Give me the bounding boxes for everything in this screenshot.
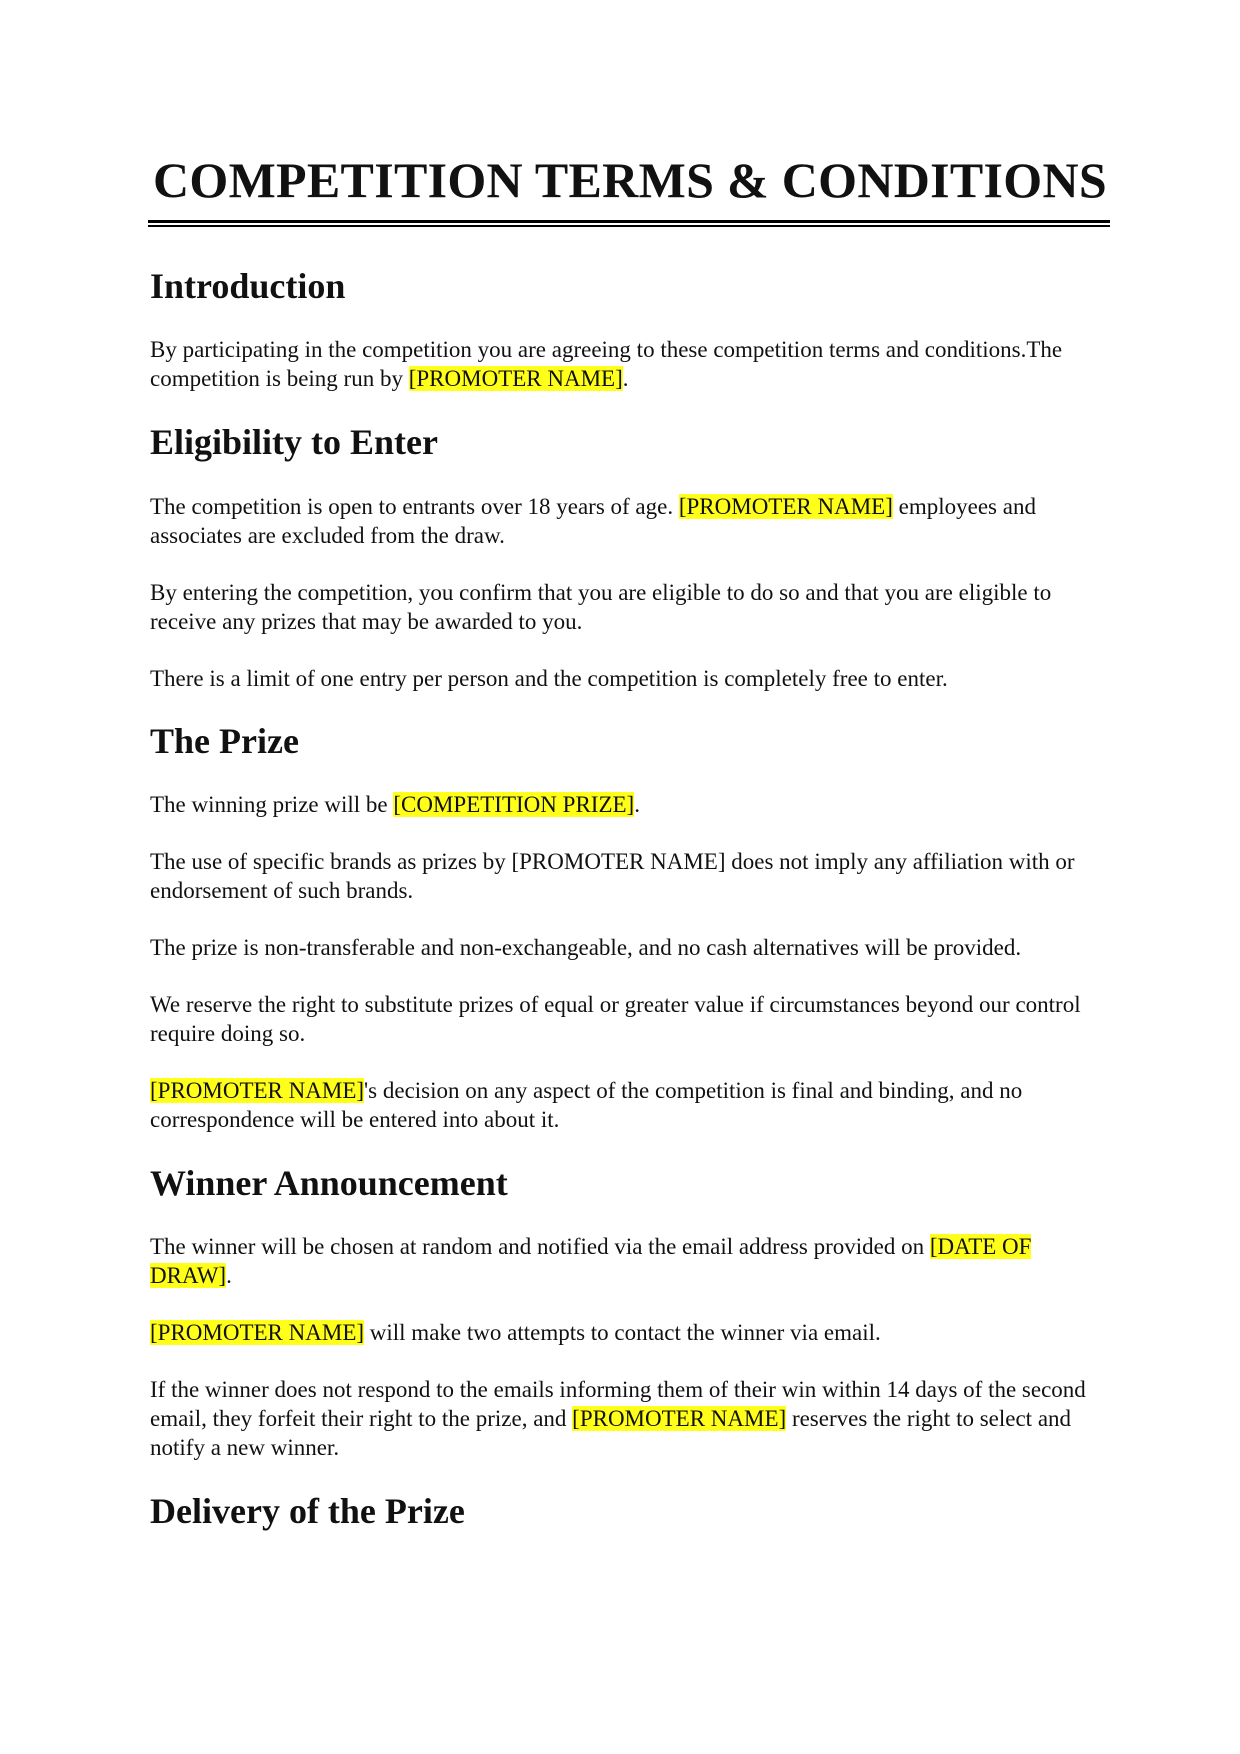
heading-winner-announcement: Winner Announcement bbox=[150, 1163, 508, 1203]
introduction-paragraph bbox=[150, 335, 1110, 393]
placeholder-promoter-name: [PROMOTER NAME] bbox=[150, 1320, 365, 1345]
text-segment: If the winner does not respond to the emails informing them of their win within 14 days of the second email, they forfeit their right to the prize, and bbox=[150, 1377, 1086, 1431]
text-segment: The winner will be chosen at random and notified via the email address provided on bbox=[150, 1234, 930, 1259]
placeholder-promoter-name: [PROMOTER NAME] bbox=[678, 494, 893, 519]
text-segment: . bbox=[622, 366, 629, 391]
text-segment: By participating in the competition you are agreeing to these competition terms and conditions.The competition is being run by bbox=[150, 337, 1063, 391]
prize-paragraph-5 bbox=[150, 1076, 1110, 1134]
text-segment: The competition is open to entrants over 18 years of age. bbox=[150, 494, 679, 519]
text-segment: The winning prize will be bbox=[150, 792, 394, 817]
text-segment: . bbox=[226, 1263, 232, 1288]
placeholder-date-of-draw: [DATE OF DRAW] bbox=[150, 1234, 1032, 1288]
placeholder-promoter-name: [PROMOTER NAME] bbox=[572, 1406, 787, 1431]
eligibility-paragraph-3: There is a limit of one entry per person and the competition is completely free to enter. bbox=[150, 666, 948, 691]
eligibility-paragraph-2: By entering the competition, you confirm that you are eligible to do so and that you are eligible to receive any prizes that may be awarded to you. bbox=[150, 580, 1052, 634]
heading-introduction: Introduction bbox=[150, 266, 346, 306]
text-segment: . bbox=[634, 792, 640, 817]
winner-paragraph-1 bbox=[150, 1232, 1110, 1290]
text-segment: employees and associates are excluded from the draw. bbox=[150, 494, 1036, 548]
heading-delivery: Delivery of the Prize bbox=[150, 1491, 465, 1531]
winner-paragraph-3 bbox=[150, 1375, 1110, 1462]
prize-paragraph-4: We reserve the right to substitute prizes of equal or greater value if circumstances beyond our control require doing so. bbox=[150, 992, 1081, 1046]
prize-paragraph-1 bbox=[150, 790, 1110, 819]
prize-paragraph-2: The use of specific brands as prizes by [PROMOTER NAME] does not imply any affiliation with or endorsement of such brands. bbox=[150, 849, 1075, 903]
heading-prize: The Prize bbox=[150, 721, 299, 761]
document-page bbox=[150, 0, 1110, 1533]
prize-paragraph-3: The prize is non-transferable and non-exchangeable, and no cash alternatives will be provided. bbox=[150, 935, 1022, 960]
heading-eligibility: Eligibility to Enter bbox=[150, 422, 438, 462]
title-double-rule bbox=[148, 220, 1110, 227]
placeholder-promoter-name: [PROMOTER NAME] bbox=[408, 366, 623, 391]
text-segment: 's decision on any aspect of the competition is final and binding, and no correspondence will be entered into about it. bbox=[150, 1078, 1023, 1132]
placeholder-promoter-name: [PROMOTER NAME] bbox=[150, 1078, 365, 1103]
placeholder-competition-prize: [COMPETITION PRIZE] bbox=[393, 792, 635, 817]
document-title: COMPETITION TERMS & CONDITIONS bbox=[152, 152, 1108, 208]
eligibility-paragraph-1 bbox=[150, 492, 1110, 550]
text-segment: will make two attempts to contact the winner via email. bbox=[364, 1320, 881, 1345]
text-segment: reserves the right to select and notify a new winner. bbox=[150, 1406, 1072, 1460]
winner-paragraph-2 bbox=[150, 1318, 1110, 1347]
